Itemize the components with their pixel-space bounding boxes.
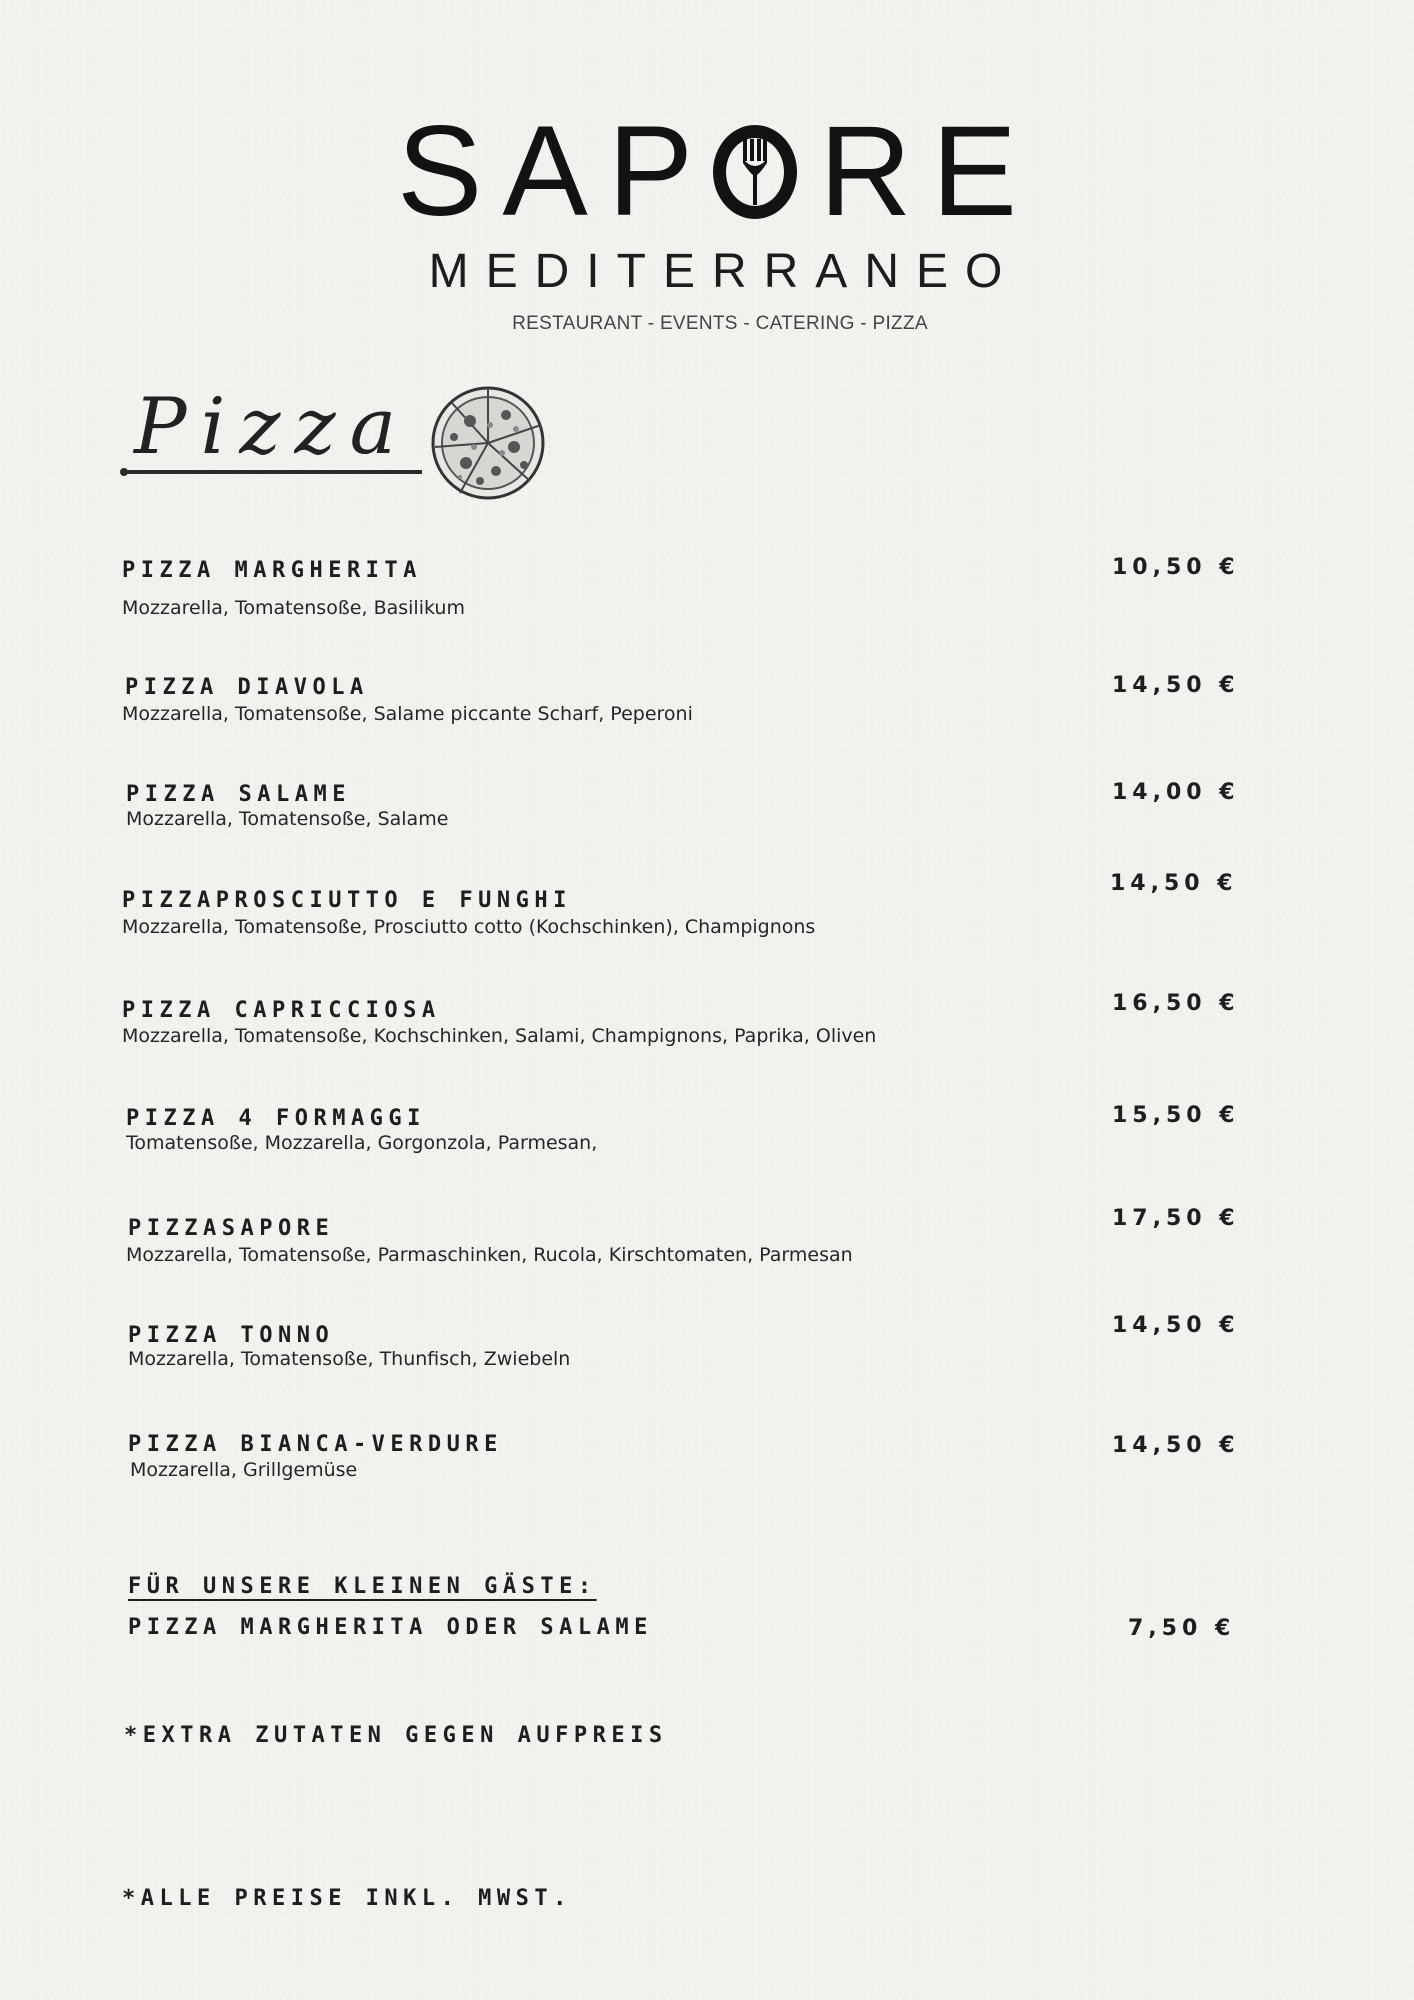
item-name: PIZZA TONNO [128,1323,335,1348]
item-price: 14,50 € [1112,1313,1240,1338]
item-name: PIZZAPROSCIUTTO E FUNGHI [122,888,572,913]
logo-tagline: RESTAURANT - EVENTS - CATERING - PIZZA [512,313,928,334]
pizza-illustration-icon [430,385,546,501]
logo-subtitle: MEDITERRANEO [428,245,1020,298]
kids-heading: FÜR UNSERE KLEINEN GÄSTE: [128,1574,597,1599]
section-title: Pizza [134,382,411,472]
item-description: Mozzarella, Tomatensoße, Kochschinken, Salami, Champignons, Paprika, Oliven [122,1025,877,1047]
item-name: PIZZA CAPRICCIOSA [122,998,441,1023]
item-description: Tomatensoße, Mozzarella, Gorgonzola, Parmesan, [126,1132,598,1154]
item-name: PIZZA BIANCA-VERDURE [128,1432,503,1457]
fork-icon [713,125,797,219]
item-price: 16,50 € [1112,991,1240,1016]
item-name: PIZZA 4 FORMAGGI [126,1106,426,1131]
item-description: Mozzarella, Tomatensoße, Parmaschinken, Rucola, Kirschtomaten, Parmesan [126,1244,853,1266]
kids-item-name: PIZZA MARGHERITA ODER SALAME [128,1615,653,1640]
item-description: Mozzarella, Tomatensoße, Salame [126,808,449,830]
item-description: Mozzarella, Tomatensoße, Thunfisch, Zwiebeln [128,1348,571,1370]
kids-item-price: 7,50 € [1128,1616,1236,1641]
item-price: 14,00 € [1112,780,1240,805]
logo-text-start: SAP [397,100,714,243]
item-description: Mozzarella, Tomatensoße, Salame piccante Scharf, Peperoni [122,703,693,725]
item-description: Mozzarella, Tomatensoße, Prosciutto cotto (Kochschinken), Champignons [122,916,816,938]
item-price: 15,50 € [1112,1103,1240,1128]
item-name: PIZZA SALAME [126,782,351,807]
section-heading [120,382,560,512]
extras-note: *EXTRA ZUTATEN GEGEN AUFPREIS [124,1723,668,1748]
item-name: PIZZASAPORE [128,1216,335,1241]
item-price: 14,50 € [1112,1433,1240,1458]
item-price: 17,50 € [1112,1206,1240,1231]
item-name: PIZZA MARGHERITA [122,558,422,583]
item-price: 10,50 € [1112,555,1240,580]
logo-wordmark [397,100,1037,243]
price-note: *ALLE PREISE INKL. MWST. [122,1886,572,1911]
item-price: 14,50 € [1112,673,1240,698]
item-price: 14,50 € [1110,871,1238,896]
restaurant-logo [0,100,1414,298]
logo-text-end: RE [819,100,1037,243]
item-description: Mozzarella, Grillgemüse [130,1459,358,1481]
item-name: PIZZA DIAVOLA [125,675,369,700]
item-description: Mozzarella, Tomatensoße, Basilikum [122,597,465,619]
